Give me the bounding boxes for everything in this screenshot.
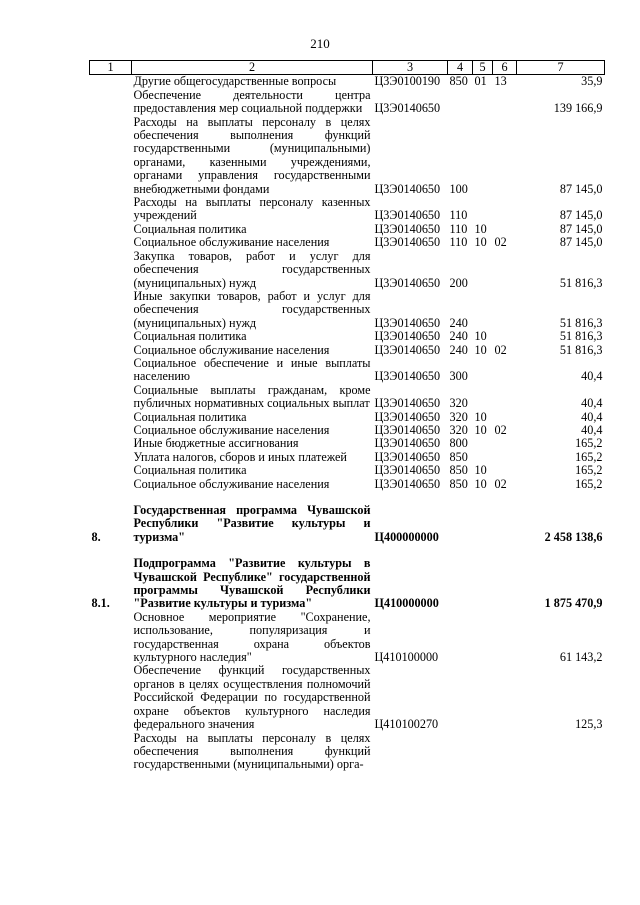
header-col-1: 1 [90, 61, 132, 75]
row-code: Ц3Э0140650 [374, 235, 441, 250]
row-amount: 87 145,0 [559, 208, 603, 223]
row-code: Ц3Э0140650 [374, 342, 441, 357]
row-name: Уплата налогов, сборов и иных платежей [133, 449, 347, 464]
row-col6 [493, 250, 517, 290]
row-col5 [473, 196, 493, 223]
header-col-4: 4 [448, 61, 473, 75]
row-col5: 10 [474, 409, 487, 424]
row-col4: 320 [449, 422, 468, 437]
row-col6 [493, 330, 517, 343]
row-col6 [493, 223, 517, 236]
row-col5 [473, 357, 493, 384]
row-col6 [493, 89, 517, 116]
row-number: 8.1. [91, 596, 110, 611]
row-col5: 10 [474, 235, 487, 250]
page-number: 210 [310, 36, 330, 51]
table-row [90, 223, 605, 236]
row-name: Социальная политика [133, 221, 247, 236]
row-number [90, 478, 132, 491]
row-col5 [473, 250, 493, 290]
row-code: Ц3Э0140650 [374, 449, 441, 464]
row-amount: 51 816,3 [559, 342, 603, 357]
row-name: Социальная политика [133, 409, 247, 424]
row-amount: 40,4 [581, 369, 603, 384]
row-col5 [473, 504, 493, 544]
row-col5 [473, 89, 493, 116]
row-amount: 61 143,2 [559, 650, 603, 665]
row-amount: 165,2 [575, 449, 603, 464]
row-col6 [493, 384, 517, 411]
row-col6: 02 [494, 342, 507, 357]
row-code: Ц3Э0140650 [374, 315, 441, 330]
table-row [90, 451, 605, 464]
row-col6 [493, 504, 517, 544]
row-number [90, 330, 132, 343]
row-col5: 10 [474, 329, 487, 344]
row-name: Социальное обеспечение и иные выплаты населению [133, 355, 371, 384]
table-row [90, 384, 605, 411]
row-col6 [493, 437, 517, 450]
row-col5 [473, 611, 493, 665]
row-code: Ц3Э0140650 [374, 101, 441, 116]
row-number [90, 411, 132, 424]
row-code: Ц400000000 [374, 529, 439, 544]
table-row [90, 290, 605, 330]
row-name: Обеспечение деятельности центра предоставления мер социальной поддержки [133, 87, 371, 116]
row-code: Ц3Э0140650 [374, 221, 441, 236]
table-row [90, 464, 605, 477]
row-col4: 300 [449, 369, 468, 384]
row-code: Ц3Э0140650 [374, 409, 441, 424]
row-number [90, 611, 132, 665]
row-code: Ц3Э0140650 [374, 396, 441, 411]
row-amount: 165,2 [575, 463, 603, 478]
table-row [90, 478, 605, 491]
row-code: Ц3Э0140650 [374, 329, 441, 344]
header-col-5: 5 [473, 61, 493, 75]
row-name: Государственная программа Чувашской Республики "Развитие культуры и туризма" [133, 503, 371, 544]
row-col6 [493, 411, 517, 424]
row-amount: 165,2 [575, 476, 603, 491]
table-row [90, 732, 605, 772]
row-col4: 850 [449, 476, 468, 491]
row-col4: 110 [449, 208, 468, 223]
row-number [90, 732, 132, 772]
table-row [90, 344, 605, 357]
row-number: 8. [91, 529, 101, 544]
row-col5 [473, 664, 493, 731]
row-col5: 01 [474, 74, 487, 89]
table-header [90, 61, 605, 75]
row-col4: 240 [449, 342, 468, 357]
row-col4 [448, 504, 473, 544]
row-amount: 40,4 [581, 396, 603, 411]
row-col4: 200 [449, 275, 468, 290]
row-col4 [448, 664, 473, 731]
row-col6 [493, 664, 517, 731]
row-col6 [493, 611, 517, 665]
row-amount: 1 875 470,9 [544, 596, 603, 611]
row-col5: 10 [474, 221, 487, 236]
row-name: Расходы на выплаты персоналу в целях обеспечения выполнения функций государственными (муниципальными) орга- [133, 730, 371, 772]
row-name: Расходы на выплаты персоналу казенных учреждений [133, 195, 371, 223]
row-code: Ц410000000 [374, 596, 439, 611]
row-code: Ц3Э0140650 [374, 436, 441, 451]
row-col6 [493, 451, 517, 464]
row-name: Иные бюджетные ассигнования [133, 436, 299, 451]
row-name: Обеспечение функций государственных органов в целях осуществления полномочий Российской Федерации по государственной охране объектов культурного наследия федерального значения [133, 663, 371, 732]
row-col4 [448, 557, 473, 611]
row-amount: 40,4 [581, 409, 603, 424]
row-col5 [473, 732, 493, 772]
header-col-6: 6 [493, 61, 517, 75]
row-col6 [493, 116, 517, 196]
table-row [90, 116, 605, 196]
row-col4 [448, 732, 473, 772]
row-number [90, 664, 132, 731]
row-amount [517, 732, 605, 772]
row-name: Иные закупки товаров, работ и услуг для обеспечения государственных (муниципальных) нужд [133, 288, 371, 330]
row-amount: 125,3 [575, 717, 603, 732]
row-code: Ц3Э0140650 [374, 476, 441, 491]
row-code: Ц410100000 [374, 650, 439, 665]
row-col6 [493, 732, 517, 772]
row-col6 [493, 196, 517, 223]
row-col5: 10 [474, 463, 487, 478]
budget-table [89, 60, 605, 772]
row-name: Расходы на выплаты персоналу в целях обеспечения выполнения функций государственными (муниципальными) органами, казенными учреждениями, органами управления государственными внебюджетными фондами [133, 114, 371, 196]
row-name: Социальная политика [133, 463, 247, 478]
row-col4: 240 [449, 315, 468, 330]
table-row [90, 250, 605, 290]
row-amount: 139 166,9 [553, 101, 603, 116]
row-number [90, 250, 132, 290]
row-col4 [448, 89, 473, 116]
row-number [90, 344, 132, 357]
header-row [90, 61, 605, 75]
row-col5 [473, 116, 493, 196]
row-col4: 800 [449, 436, 468, 451]
row-amount: 51 816,3 [559, 275, 603, 290]
row-col6 [493, 557, 517, 611]
row-amount: 87 145,0 [559, 181, 603, 196]
row-name: Социальное обслуживание населения [133, 422, 330, 437]
table-row [90, 437, 605, 450]
row-col4: 850 [449, 74, 468, 89]
row-col4: 100 [449, 181, 468, 196]
row-amount: 40,4 [581, 422, 603, 437]
row-name: Социальная политика [133, 329, 247, 344]
row-name: Закупка товаров, работ и услуг для обеспечения государственных (муниципальных) нужд [133, 248, 371, 290]
table-row [90, 557, 605, 611]
header-col-7: 7 [517, 61, 605, 75]
row-name: Подпрограмма "Развитие культуры в Чувашской Республике" государственной программы Чувашской Республики "Развитие культуры и туризма" [133, 556, 371, 611]
row-code: Ц3Э0140650 [374, 369, 441, 384]
row-col6: 02 [494, 476, 507, 491]
row-code: Ц3Э0140650 [374, 208, 441, 223]
row-col5 [473, 437, 493, 450]
row-code [373, 732, 448, 772]
row-number [90, 236, 132, 249]
row-code: Ц3Э0140650 [374, 181, 441, 196]
row-col6 [493, 290, 517, 330]
row-code: Ц3Э0140650 [374, 422, 441, 437]
row-amount: 165,2 [575, 436, 603, 451]
row-col5: 10 [474, 476, 487, 491]
row-col6: 02 [494, 422, 507, 437]
row-amount: 51 816,3 [559, 329, 603, 344]
row-name: Социальное обслуживание населения [133, 476, 330, 491]
row-number [90, 424, 132, 437]
row-col5: 10 [474, 422, 487, 437]
row-number [90, 451, 132, 464]
row-col4: 110 [449, 235, 468, 250]
row-code: Ц410100270 [374, 717, 439, 732]
row-col4: 850 [449, 449, 468, 464]
row-amount: 51 816,3 [559, 315, 603, 330]
row-name: Другие общегосударственные вопросы [133, 74, 337, 89]
row-number [90, 196, 132, 223]
row-amount: 87 145,0 [559, 235, 603, 250]
table-row [90, 330, 605, 343]
header-col-2: 2 [132, 61, 373, 75]
row-col6 [493, 357, 517, 384]
row-number [90, 384, 132, 411]
row-col4: 320 [449, 396, 468, 411]
table-row [90, 504, 605, 544]
table-row [90, 664, 605, 731]
row-amount: 2 458 138,6 [544, 529, 603, 544]
row-number [90, 223, 132, 236]
row-amount: 87 145,0 [559, 221, 603, 236]
row-number [90, 89, 132, 116]
row-col5 [473, 557, 493, 611]
row-number [90, 464, 132, 477]
table-row [90, 89, 605, 116]
row-col5 [473, 384, 493, 411]
table-row [90, 411, 605, 424]
table-body [90, 75, 605, 772]
row-col6: 13 [494, 74, 507, 89]
row-number [90, 116, 132, 196]
row-col6: 02 [494, 235, 507, 250]
table-row [90, 424, 605, 437]
row-code: Ц3Э0140650 [374, 275, 441, 290]
row-col5 [473, 451, 493, 464]
table-row [90, 196, 605, 223]
row-code: Ц3Э0100190 [374, 74, 441, 89]
row-code: Ц3Э0140650 [374, 463, 441, 478]
row-col6 [493, 464, 517, 477]
row-number [90, 357, 132, 384]
row-col4: 320 [449, 409, 468, 424]
row-col4: 850 [449, 463, 468, 478]
row-name: Социальные выплаты гражданам, кроме публичных нормативных социальных выплат [133, 382, 371, 411]
row-col4 [448, 611, 473, 665]
table-row [90, 357, 605, 384]
table-row [90, 75, 605, 89]
row-name: Социальное обслуживание населения [133, 342, 330, 357]
row-name: Социальное обслуживание населения [133, 235, 330, 250]
row-col4: 110 [449, 221, 468, 236]
row-number [90, 437, 132, 450]
row-number [90, 75, 132, 89]
header-col-3: 3 [373, 61, 448, 75]
row-col5: 10 [474, 342, 487, 357]
row-amount: 35,9 [581, 74, 603, 89]
table-row [90, 611, 605, 665]
row-col5 [473, 290, 493, 330]
row-col4: 240 [449, 329, 468, 344]
table-row [90, 236, 605, 249]
row-number [90, 290, 132, 330]
row-name: Основное мероприятие "Сохранение, использование, популяризация и государственная охрана объектов культурного наследия" [133, 609, 371, 665]
